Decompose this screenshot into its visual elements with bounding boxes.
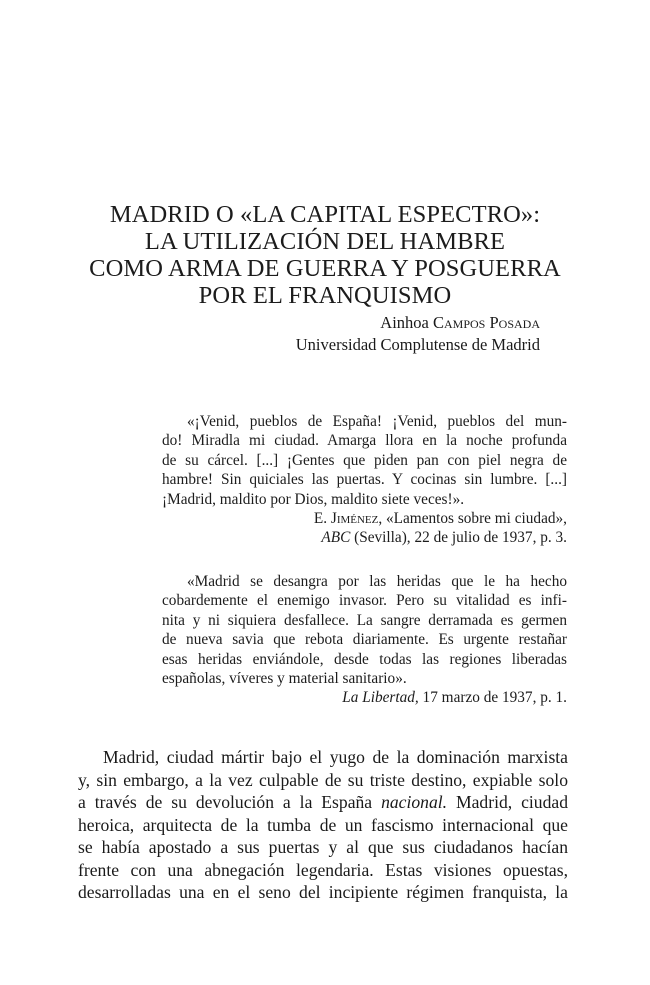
epigraph-2-publication: La Libertad, [342, 689, 419, 707]
title-line-3: COMO ARMA DE GUERRA Y POSGUERRA [89, 255, 561, 282]
author-affiliation: Universidad Complutense de Madrid [295, 335, 540, 354]
emphasis-nacional: nacional. [381, 792, 448, 812]
epigraph-1-line: do! Miradla mi ciudad. Amarga llora en la noche profunda [162, 432, 567, 450]
body-line: Madrid, ciudad mártir bajo el yugo de la dominación marxista [103, 747, 568, 767]
epigraph-1-line: de su cárcel. [...] ¡Gentes que piden pan con piel negra de [162, 451, 567, 469]
author-first-name: Ainhoa [380, 313, 429, 332]
epigraph-1-line: «¡Venid, pueblos de España! ¡Venid, pueblos del mun- [187, 413, 567, 430]
epigraph-1-source-line-1 [162, 509, 567, 528]
epigraph-1-publication-details: (Sevilla), 22 de julio de 1937, p. 3. [350, 529, 567, 547]
author-name [296, 312, 540, 334]
epigraph-1-publication: ABC [321, 529, 351, 547]
epigraph-2-line: «Madrid se desangra por las heridas que le ha hecho [187, 573, 567, 590]
epigraph-2-line: españolas, víveres y material sanitario». [162, 670, 407, 688]
epigraph-1-article-title: , «Lamentos sobre mi ciudad», [378, 510, 567, 528]
author-surname: Campos Posada [433, 313, 540, 332]
epigraph-1 [162, 412, 567, 548]
body-line [78, 791, 568, 814]
body-line: frente con una abnegación legendaria. Estas visiones opuestas, [78, 859, 568, 880]
epigraph-2-publication-details: 17 marzo de 1937, p. 1. [418, 689, 567, 707]
body-line-3-end: Madrid, ciudad [447, 792, 568, 812]
epigraph-1-source-line-2 [162, 528, 567, 547]
title-line-2: LA UTILIZACIÓN DEL HAMBRE [144, 228, 506, 255]
epigraph-2-line: nita y ni siquiera desfallece. La sangre derramada es germen [162, 611, 567, 629]
epigraph-2-source [162, 688, 567, 707]
body-line: heroica, arquitecta de la tumba de un fascismo internacional que [78, 814, 568, 835]
body-line-3-start: a través de su devolución a la España [78, 792, 382, 812]
epigraph-2-line: de nueva savia que rebota diariamente. Es urgente restañar [162, 631, 567, 649]
author-block [296, 312, 540, 356]
epigraph-2 [162, 572, 567, 708]
epigraph-1-line: hambre! Sin quiciales las puertas. Y cocinas sin lumbre. [...] [162, 471, 567, 489]
body-line: se había apostado a sus puertas y al que sus ciudadanos hacían [78, 837, 568, 857]
body-line: desarrolladas una en el seno del incipiente régimen franquista, la [78, 882, 568, 902]
chapter-title [60, 201, 590, 309]
body-paragraph [78, 746, 568, 904]
epigraph-2-line: esas heridas enviándole, desde todas las regiones liberadas [162, 650, 567, 668]
epigraph-1-author-initial: E. [313, 510, 328, 528]
epigraph-1-author-surname: Jiménez [330, 510, 379, 528]
epigraph-2-line: cobardemente el enemigo invasor. Pero su vitalidad es infi- [162, 592, 567, 610]
body-line: y, sin embargo, a la vez culpable de su triste destino, expiable solo [78, 769, 568, 790]
epigraph-1-line: ¡Madrid, maldito por Dios, maldito siete veces!». [162, 490, 465, 508]
title-line-1: MADRID O «LA CAPITAL ESPECTRO»: [109, 201, 541, 228]
title-line-4: POR EL FRANQUISMO [198, 282, 452, 309]
